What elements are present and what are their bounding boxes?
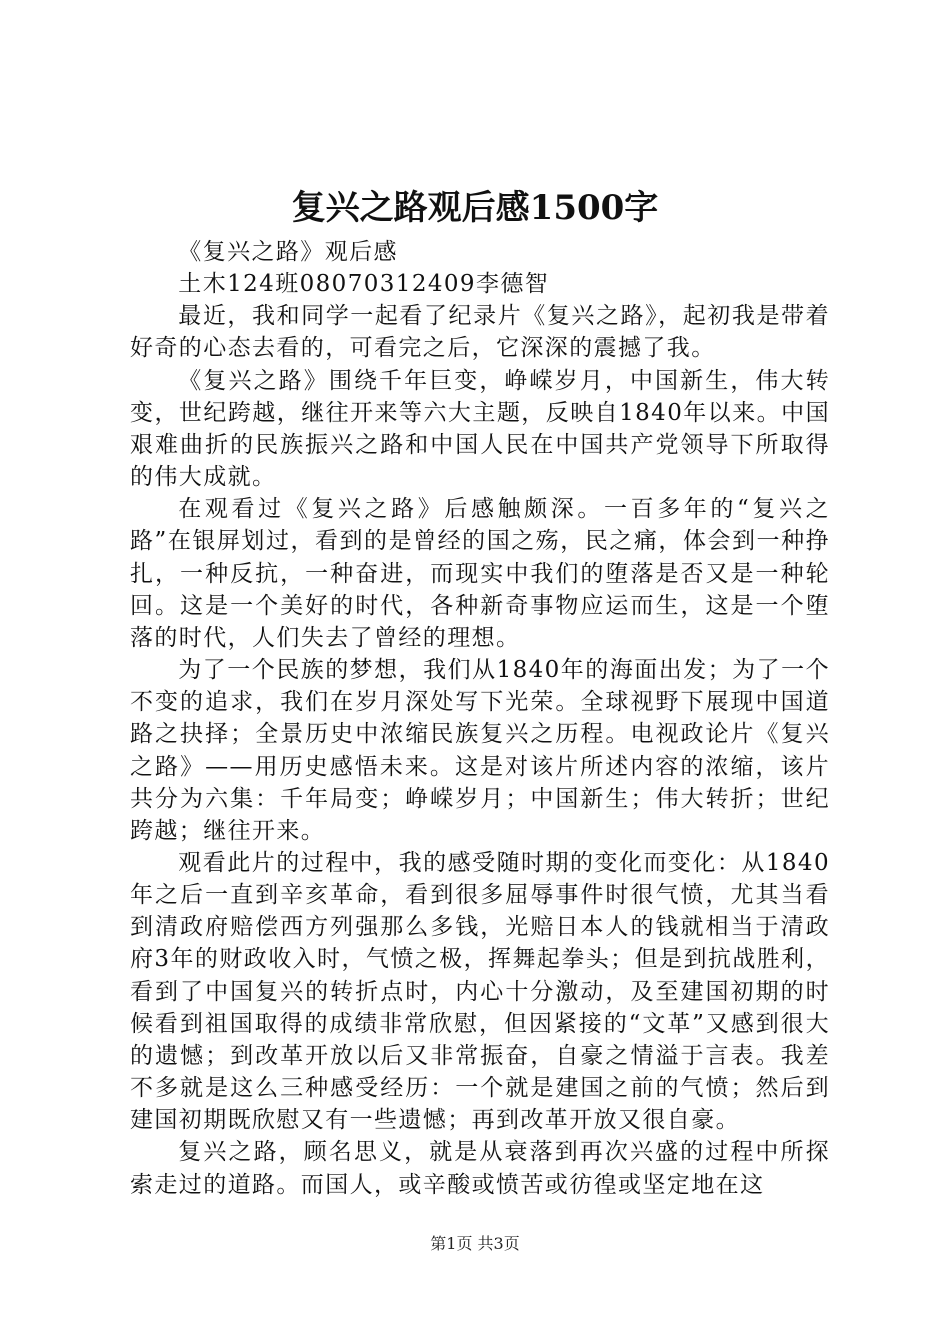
paragraph: 复兴之路，顾名思义，就是从衰落到再次兴盛的过程中所探索走过的道路。而国人，或辛酸或愤苦或彷徨或坚定地在这	[130, 1139, 830, 1198]
document-title: 复兴之路观后感1500字	[291, 188, 659, 228]
paragraph: 为了一个民族的梦想，我们从1840年的海面出发；为了一个不变的追求，我们在岁月深处写下光荣。全球视野下展现中国道路之抉择；全景历史中浓缩民族复兴之历程。电视政论片《复兴之路》——用历史感悟未来。这是对该片所述内容的浓缩，该片共分为六集：千年局变；峥嵘岁月；中国新生；伟大转折；世纪跨越；继往开来。	[130, 657, 830, 844]
document-body	[130, 236, 830, 1201]
page-footer: 第1页 共3页	[430, 1234, 520, 1253]
paragraph-author: 土木124班08070312409李德智	[178, 271, 550, 298]
paragraph: 观看此片的过程中，我的感受随时期的变化而变化：从1840年之后一直到辛亥革命，看到很多屈辱事件时很气愤，尤其当看到清政府赔偿西方列强那么多钱，光赔日本人的钱就相当于清政府3年的财政收入时，气愤之极，挥舞起拳头；但是到抗战胜利，看到了中国复兴的转折点时，内心十分激动，及至建国初期的时候看到祖国取得的成绩非常欣慰，但因紧接的“文革”又感到很大的遗憾；到改革开放以后又非常振奋，自豪之情溢于言表。我差不多就是这么三种感受经历：一个就是建国之前的气愤；然后到建国初期既欣慰又有一些遗憾；再到改革开放又很自豪。	[130, 849, 830, 1134]
paragraph: 《复兴之路》围绕千年巨变，峥嵘岁月，中国新生，伟大转变，世纪跨越，继往开来等六大主题，反映自1840年以来。中国艰难曲折的民族振兴之路和中国人民在中国共产党领导下所取得的伟大成就。	[130, 367, 830, 491]
paragraph: 在观看过《复兴之路》后感触颇深。一百多年的“复兴之路”在银屏划过，看到的是曾经的国之殇，民之痛，体会到一种挣扎，一种反抗，一种奋进，而现实中我们的堕落是否又是一种轮回。这是一个美好的时代，各种新奇事物应运而生，这是一个堕落的时代，人们失去了曾经的理想。	[130, 496, 830, 651]
paragraph-subtitle: 《复兴之路》观后感	[178, 239, 398, 265]
paragraph: 最近，我和同学一起看了纪录片《复兴之路》，起初我是带着好奇的心态去看的，可看完之后，它深深的震撼了我。	[130, 303, 830, 362]
